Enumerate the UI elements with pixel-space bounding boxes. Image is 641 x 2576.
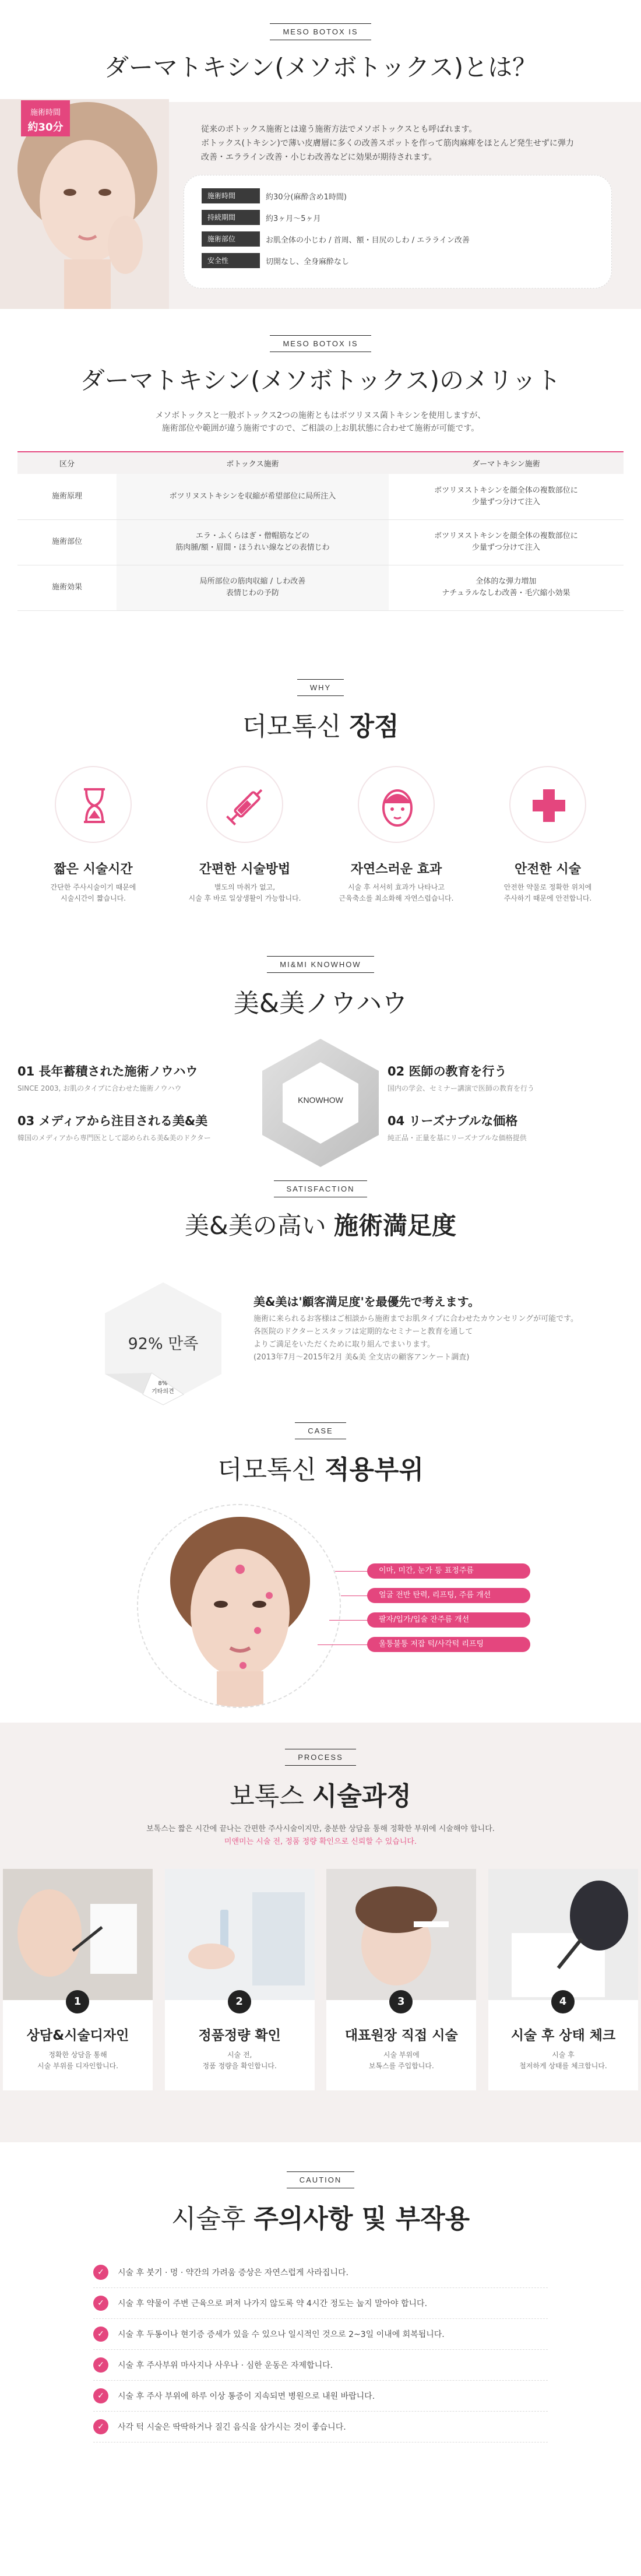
- table-cell: ボツリヌストキシンを顔全体の複数部位に 少量ずつ分けて注入: [389, 519, 624, 565]
- advantage-title: 자연스러운 효과: [350, 862, 442, 877]
- merit-section: [0, 312, 641, 647]
- intro-section: [0, 0, 641, 312]
- knowhow-section: [0, 933, 641, 1163]
- list-item: ✓ 시술 후 붓기 · 멍 · 약간의 가려움 증상은 자연스럽게 사라집니다.: [93, 2257, 548, 2288]
- badge-label: 施術時間: [30, 108, 61, 117]
- knowhow-hexagon: [253, 1036, 388, 1170]
- desc-line: 改善・エラライン改善・小じわ改善などに効果が期待されます。: [201, 153, 437, 162]
- process-subtitle: 보톡스는 짧은 시간에 끝나는 간편한 주사시술이지만, 충분한 상담을 통해 정확한 부위에 시술해야 합니다. 미앤미는 시술 전, 정품 정량 확인으로 신뢰할 수 있습니다.: [146, 1825, 495, 1846]
- advantage-text: 시술 후 서서히 효과가 나타나고 근육축소를 최소화해 자연스럽습니다.: [339, 883, 454, 902]
- satisfaction-percent: 92% 만족: [128, 1335, 199, 1353]
- badge-value: 約30分: [27, 121, 64, 133]
- table-cell: 全体的な弾力増加 ナチュラルなしわ改善・毛穴縮小効果: [389, 565, 624, 610]
- info-row: [202, 210, 594, 225]
- info-value: 切開なし、全身麻酔なし: [266, 257, 350, 266]
- info-value: お肌全体の小じわ / 首周、額・目尻のしわ / エラライン改善: [266, 236, 470, 245]
- info-value: 約3ヶ月〜5ヶ月: [266, 214, 321, 223]
- table-cell: ボツリヌストキシンを顔全体の複数部位に 少量ずつ分けて注入: [389, 474, 624, 519]
- merit-subtitle: [0, 409, 641, 435]
- advantage-text: 간단한 주사시술이기 때문에 시술시간이 짧습니다.: [50, 883, 136, 902]
- step-title: 대표원장 직접 시술: [344, 2028, 458, 2043]
- section-title: 보톡스 시술과정: [230, 1781, 411, 1811]
- process-section: [0, 1723, 641, 2142]
- table-row: [17, 474, 624, 519]
- area-tag: 팔자/입가/입술 잔주름 개선: [367, 1612, 530, 1628]
- satisfaction-heading: 美&美は'顧客満足度'を最優先で考えます。: [253, 1295, 480, 1309]
- injection-photo: [326, 1869, 476, 2000]
- area-tag: 얼굴 전반 탄력, 리프팅, 주름 개선: [367, 1588, 530, 1603]
- step-title: 시술 후 상태 체크: [510, 2028, 616, 2043]
- info-key: 安全性: [202, 253, 260, 268]
- check-icon: ✓: [93, 2296, 108, 2311]
- check-icon: ✓: [93, 2388, 108, 2403]
- section-tag: MESO BOTOX IS: [270, 335, 371, 352]
- caution-list: [93, 2257, 548, 2443]
- satisfaction-body: 施術に来られるお客様はご相談から施術までお肌タイプに合わせたカウンセリングが可能です。 各医院のドクターとスタッフは定期的なセミナーと教育を通して よりご満足をいただくために取り組んでまいります。 (2013年7月〜2015年2月 美&美 全支店の顧客アンケート調査): [253, 1315, 579, 1362]
- section-tag: WHY: [297, 679, 344, 696]
- list-item: ✓ 사각 턱 시술은 딱딱하거나 질긴 음식을 삼가시는 것이 좋습니다.: [93, 2412, 548, 2443]
- pointer-line: [335, 1571, 370, 1572]
- knowhow-point: 04 リーズナブルな価格 純正品・正量を基にリーズナブルな価格提供: [388, 1114, 527, 1142]
- other-opinion-label: 8% 기타의견: [152, 1380, 174, 1395]
- subtitle-line: 施術部位や範囲が違う施術ですので、ご相談の上お肌状態に合わせて施術が可能です。: [161, 424, 480, 433]
- table-cell: エラ・ふくらはぎ・僧帽筋などの 筋肉腫/額・眉間・ほうれい線などの表情じわ: [117, 519, 389, 565]
- check-icon: ✓: [93, 2357, 108, 2373]
- advantage-title: 안전한 시술: [515, 862, 581, 877]
- step-text: 시술 전, 정품 정량을 확인합니다.: [202, 2051, 277, 2070]
- section-tag: CAUTION: [287, 2171, 355, 2188]
- area-tag: 울퉁불퉁 저잡 턱/사각턱 리프팅: [367, 1637, 530, 1652]
- table-header: ボトックス施術: [117, 452, 389, 474]
- advantage-text: 별도의 마취가 없고, 시술 후 바로 일상생활이 가능합니다.: [188, 883, 301, 902]
- knowhow-point: 03 メディアから注目される美&美 韓国のメディアから専門医として認められる美&美のドクター: [17, 1114, 211, 1142]
- knowhow-point: 01 長年蓄積された施術ノウハウ SINCE 2003, お肌のタイプに合わせた施術ノウハウ: [17, 1064, 198, 1092]
- satisfaction-chart: [96, 1280, 230, 1408]
- section-title: 美&美の高い 施術満足度: [184, 1211, 457, 1240]
- table-header: ダーマトキシン施術: [389, 452, 624, 474]
- info-key: 持続期間: [202, 210, 260, 225]
- duration-badge: [21, 100, 70, 136]
- application-area-section: [0, 1419, 641, 1723]
- plus-icon: [509, 766, 586, 843]
- list-item: ✓ 시술 후 두통이나 현기증 증세가 있을 수 있으나 일시적인 것으로 2~3일 이내에 회복됩니다.: [93, 2319, 548, 2350]
- section-title: ダーマトキシン(メソボトックス)のメリット: [80, 366, 561, 395]
- list-item: ✓ 시술 후 주사 부위에 하루 이상 통증이 지속되면 병원으로 내원 바랍니다.: [93, 2381, 548, 2412]
- table-cell: 施術効果: [17, 565, 117, 610]
- aftercare-photo: [488, 1869, 638, 2000]
- info-row: [202, 231, 594, 247]
- info-value: 約30分(麻酔含め1時間): [266, 192, 347, 202]
- step-title: 정품정량 확인: [198, 2028, 281, 2043]
- knowhow-point: 02 医師の教育を行う 国内の学会、セミナー講演で医師の教育を行う: [388, 1064, 535, 1092]
- product-check-photo: [165, 1869, 315, 2000]
- area-tag: 이마, 미간, 눈가 등 표정주름: [367, 1563, 530, 1579]
- info-row: [202, 253, 594, 268]
- section-tag: MESO BOTOX IS: [270, 23, 371, 40]
- process-card: [326, 1869, 476, 2090]
- process-card: [3, 1869, 153, 2090]
- section-tag: CASE: [295, 1422, 346, 1439]
- advantage-item: [332, 766, 460, 904]
- step-number: 4: [551, 1990, 575, 2013]
- table-row: [17, 565, 624, 610]
- section-title: 시술후 주의사항 및 부작용: [171, 2204, 470, 2234]
- step-text: 시술 부위에 보톡스를 주입합니다.: [368, 2051, 434, 2070]
- desc-line: ボトックス(トキシン)で薄い皮膚層に多くの改善スポットを作って筋肉麻痺をほとんど発生せずに弾力: [201, 139, 574, 148]
- section-tag: SATISFACTION: [274, 1180, 368, 1197]
- table-header: 区分: [17, 452, 117, 474]
- step-number: 1: [66, 1990, 89, 2013]
- step-number: 2: [228, 1990, 251, 2013]
- check-icon: ✓: [93, 2327, 108, 2342]
- section-tag: MI&MI KNOWHOW: [267, 956, 374, 973]
- step-text: 시술 후 철저하게 상태를 체크합니다.: [519, 2051, 607, 2070]
- list-item: ✓ 시술 후 주사부위 마사지나 사우나 · 심한 운동은 자제합니다.: [93, 2350, 548, 2381]
- table-cell: 施術部位: [17, 519, 117, 565]
- list-item: ✓ 시술 후 약물이 주변 근육으로 퍼져 나가지 않도록 약 4시간 정도는 눕지 말아야 합니다.: [93, 2288, 548, 2319]
- consultation-photo: [3, 1869, 153, 2000]
- pointer-line: [329, 1620, 370, 1621]
- section-title: ダーマトキシン(メソボトックス)とは？: [104, 53, 537, 82]
- satisfaction-section: [0, 1163, 641, 1419]
- table-cell: 施術原理: [17, 474, 117, 519]
- advantage-item: [181, 766, 309, 904]
- subtitle-line: メソボトックスと一般ボトックス2つの施術ともはボツリヌス菌トキシンを使用しますが、: [155, 411, 486, 420]
- advantage-text: 안전한 약물로 정확한 위치에 주사하기 때문에 안전합니다.: [503, 883, 592, 902]
- advantage-item: [484, 766, 612, 904]
- satisfaction-text: [253, 1292, 615, 1364]
- step-number: 3: [389, 1990, 413, 2013]
- section-tag: PROCESS: [285, 1749, 356, 1766]
- process-card: [165, 1869, 315, 2090]
- section-title: 더모톡신 적용부위: [217, 1455, 424, 1485]
- process-card: [488, 1869, 638, 2090]
- knowhow-label: KNOWHOW: [298, 1095, 343, 1105]
- syringe-icon: [206, 766, 283, 843]
- step-title: 상담&시술디자인: [26, 2028, 129, 2043]
- treatment-face-image: [137, 1504, 341, 1708]
- table-cell: 局所部位の筋肉収縮 / しわ改善 表情じわの予防: [117, 565, 389, 610]
- step-text: 정확한 상담을 통해 시술 부위를 디자인합니다.: [37, 2051, 118, 2070]
- advantage-title: 간편한 시술방법: [199, 862, 291, 877]
- table-row: [17, 519, 624, 565]
- advantages-section: [0, 647, 641, 933]
- desc-line: 従来のボトックス施術とは違う施術方法でメソボトックスとも呼ばれます。: [201, 125, 477, 134]
- check-icon: ✓: [93, 2419, 108, 2434]
- pointer-line: [318, 1644, 370, 1645]
- advantage-item: [29, 766, 157, 904]
- table-cell: ボツリヌストキシンを収縮が希望部位に局所注入: [117, 474, 389, 519]
- comparison-table: [17, 451, 624, 611]
- caution-section: [0, 2142, 641, 2465]
- info-row: [202, 188, 594, 203]
- info-key: 施術部位: [202, 231, 260, 247]
- section-title: 더모톡신 장점: [242, 712, 399, 741]
- info-box: [184, 175, 612, 289]
- face-icon: [358, 766, 435, 843]
- intro-description: [201, 122, 609, 164]
- advantage-title: 짧은 시술시간: [54, 862, 133, 877]
- info-key: 施術時間: [202, 188, 260, 203]
- hourglass-icon: [55, 766, 132, 843]
- check-icon: ✓: [93, 2265, 108, 2280]
- section-title: 美&美ノウハウ: [233, 989, 408, 1018]
- pointer-line: [341, 1595, 370, 1596]
